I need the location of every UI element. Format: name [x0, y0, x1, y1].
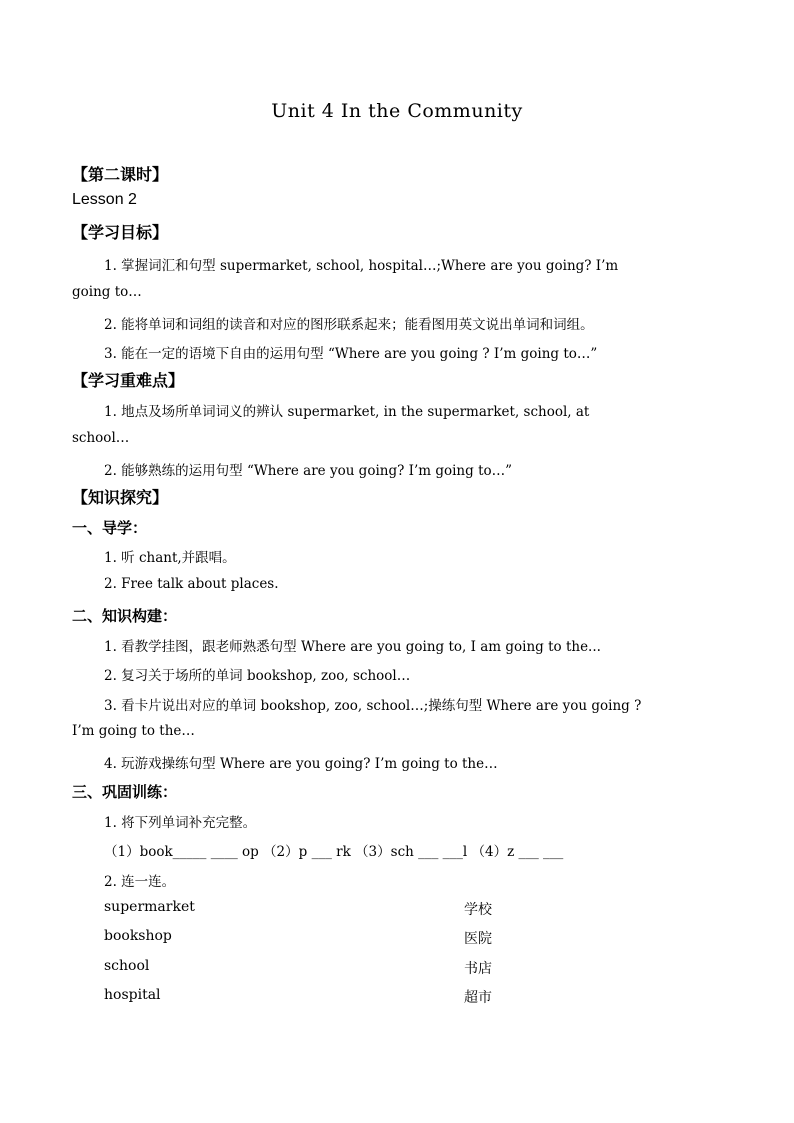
- part2-item-1: 1. 看教学挂图，跟老师熟悉句型 Where are you going to, I am going to the...: [104, 639, 601, 655]
- objective-item-1-cont: going to…: [72, 284, 142, 300]
- objective-item-2: 2. 能将单词和词组的读音和对应的图形联系起来；能看图用英文说出单词和词组。: [104, 317, 594, 333]
- part1-item-2: 2. Free talk about places.: [104, 576, 279, 592]
- match-right-item: 超市: [464, 990, 492, 1006]
- part2-item-3-cont: I’m going to the…: [72, 723, 195, 739]
- part1-item-1: 1. 听 chant,并跟唱。: [104, 550, 236, 566]
- lesson-label: Lesson 2: [72, 191, 137, 208]
- objective-item-1: 1. 掌握词汇和句型 supermarket, school, hospital…;Where are you going? I’m: [104, 258, 619, 274]
- period-heading: 【第二课时】: [72, 165, 169, 184]
- key-point-item-1: 1. 地点及场所单词词义的辨认 supermarket, in the supermarket, school, at: [104, 404, 590, 420]
- match-left-item: bookshop: [104, 928, 172, 944]
- key-points-heading: 【学习重难点】: [72, 371, 185, 390]
- exploration-heading: 【知识探究】: [72, 488, 169, 507]
- part3-item-1: 1. 将下列单词补充完整。: [104, 815, 257, 831]
- match-left-item: school: [104, 958, 150, 974]
- part3-heading: 三、巩固训练：: [72, 783, 178, 801]
- match-right-item: 医院: [464, 931, 492, 947]
- part2-heading: 二、知识构建：: [72, 607, 178, 625]
- objective-item-3: 3. 能在一定的语境下自由的运用句型 “Where are you going ? I’m going to…”: [104, 346, 598, 362]
- match-left-item: hospital: [104, 987, 161, 1003]
- part2-item-2: 2. 复习关于场所的单词 bookshop, zoo, school…: [104, 668, 411, 684]
- objectives-heading: 【学习目标】: [72, 223, 169, 242]
- part3-item-2: 2. 连一连。: [104, 874, 176, 890]
- part2-item-4: 4. 玩游戏操练句型 Where are you going? I’m going to the…: [104, 756, 498, 772]
- fill-in-blanks-line: （1）book_____ ____ op （2）p ___ rk （3）sch ___ ___l （4）z ___ ___: [104, 844, 564, 860]
- match-right-item: 学校: [464, 902, 492, 918]
- key-point-item-1-cont: school…: [72, 430, 130, 446]
- part2-item-3: 3. 看卡片说出对应的单词 bookshop, zoo, school…;操练句型 Where are you going ?: [104, 698, 642, 714]
- match-right-item: 书店: [464, 961, 492, 977]
- match-left-item: supermarket: [104, 899, 195, 915]
- page-title: Unit 4 In the Community: [271, 100, 523, 122]
- part1-heading: 一、导学：: [72, 519, 148, 537]
- key-point-item-2: 2. 能够熟练的运用句型 “Where are you going? I’m going to…”: [104, 463, 513, 479]
